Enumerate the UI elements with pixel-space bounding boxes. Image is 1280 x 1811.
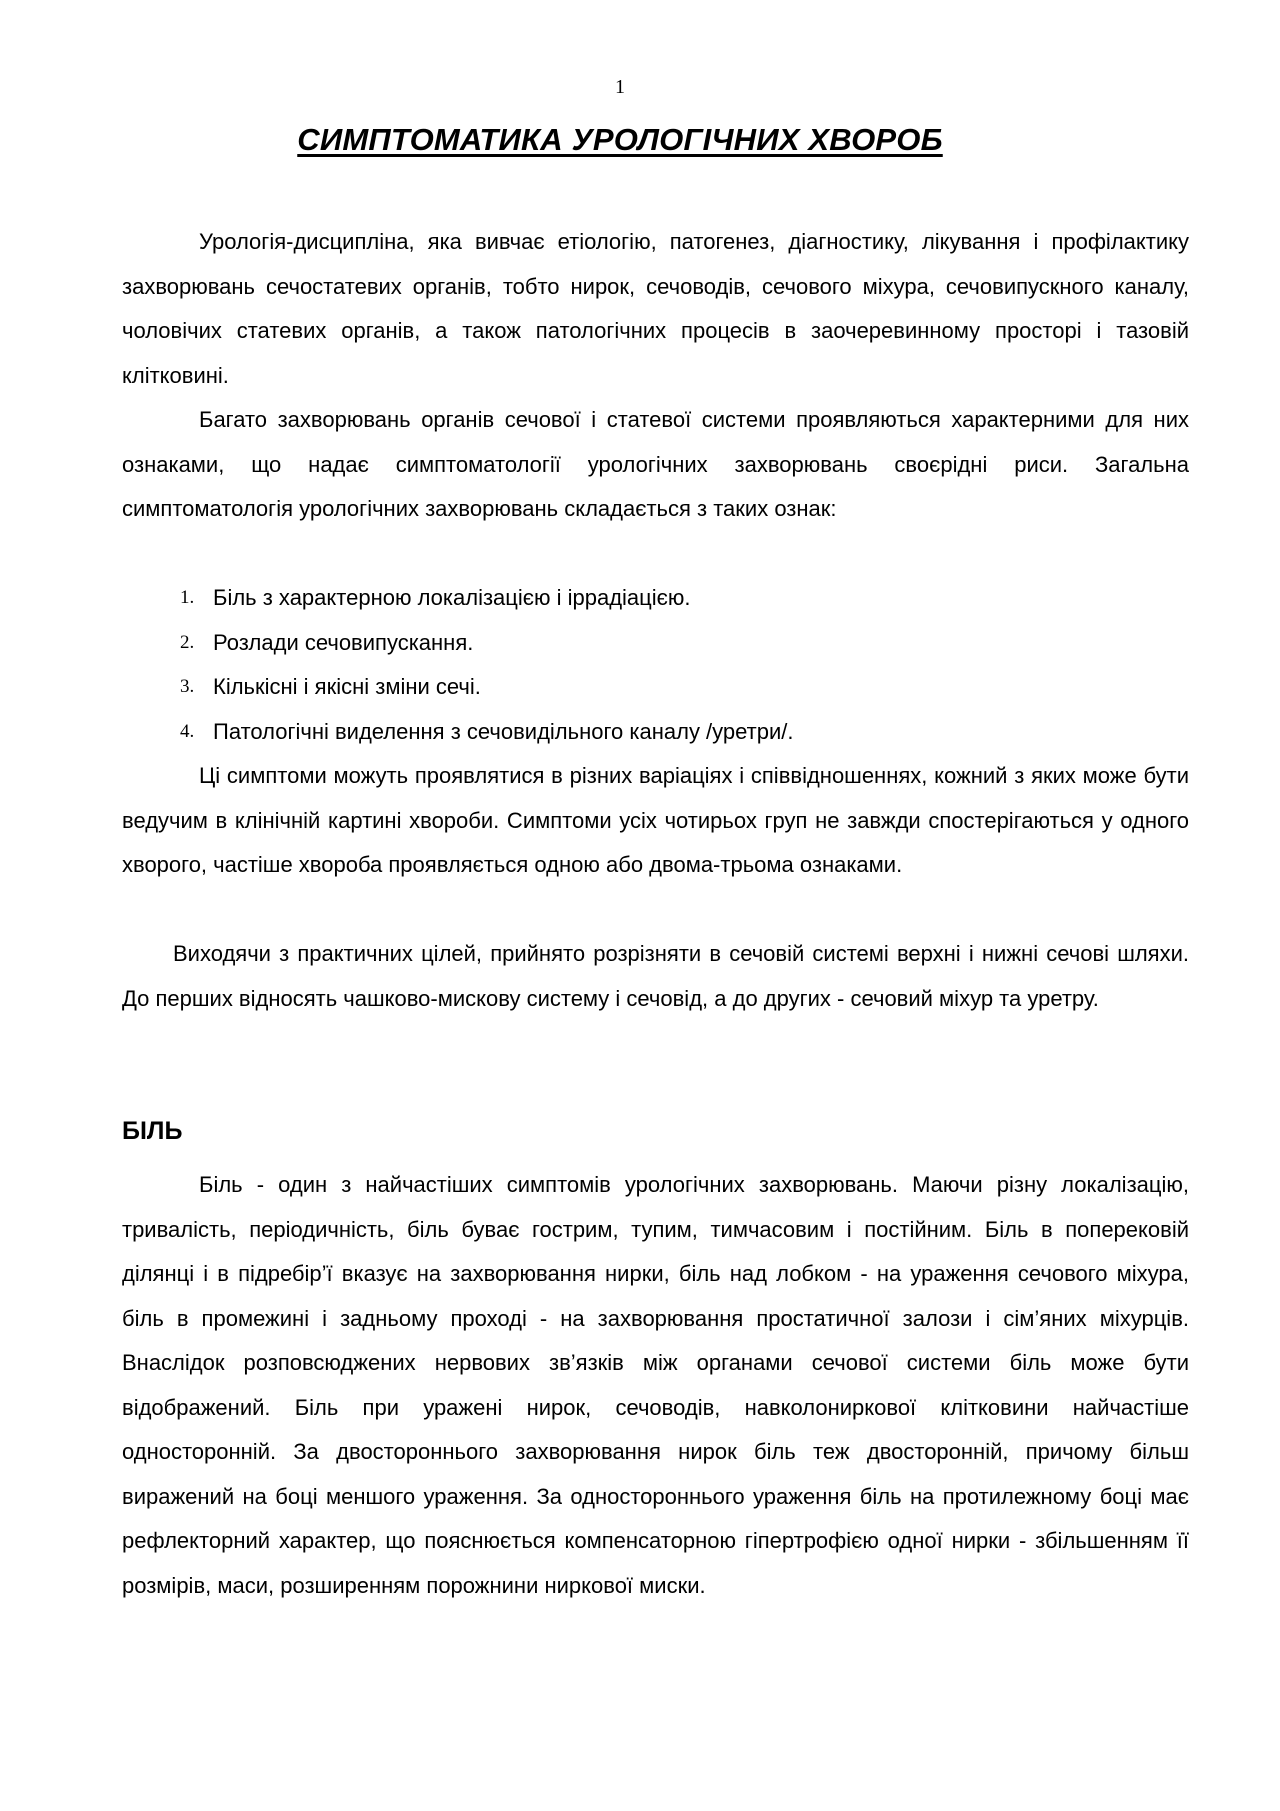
variations-paragraph-block: [122, 754, 1189, 888]
list-item-text: Біль з характерною локалізацією і іррадіацією.: [213, 585, 691, 610]
section-heading-pain: БІЛЬ: [122, 1117, 183, 1145]
pain-paragraph-block: [122, 1163, 1189, 1608]
variations-paragraph: Ці симптоми можуть проявлятися в різних варіаціях і співвідношеннях, кожний з яких може бути ведучим в клінічній картині хвороби. Симптоми усіх чотирьох груп не завжди спостерігаються у одного хворого, частіше хвороба проявляється одною або двома-трьома ознаками.: [122, 763, 1189, 877]
page-number: 1: [615, 76, 625, 98]
list-item: [180, 665, 1180, 710]
tracts-paragraph: Виходячи з практичних цілей, прийнято розрізняти в сечовій системі верхні і нижні сечові шляхи. До перших відносять чашково-мискову систему і сечовід, а до других - сечовий міхур та уретру.: [122, 941, 1189, 1011]
symptoms-list: [180, 576, 1180, 754]
tracts-paragraph-block: [122, 932, 1189, 1021]
list-item: [180, 710, 1180, 755]
list-item: [180, 576, 1180, 621]
list-item-number: 2.: [180, 631, 195, 653]
characteristic-paragraph: Багато захворювань органів сечової і статевої системи проявляються характерними для них ознаками, що надає симптоматології урологічних захворювань своєрідні риси. Загальна симптоматологія урологічних захворювань складається з таких ознак:: [122, 407, 1189, 521]
list-item: [180, 621, 1180, 666]
pain-paragraph: Біль - один з найчастіших симптомів урологічних захворювань. Маючи різну локалізацію, тривалість, періодичність, біль буває гострим, тупим, тимчасовим і постійним. Біль в поперековій ділянці і в підребір’ї вказує на захворювання нирки, біль над лобком - на ураження сечового міхура, біль в промежині і задньому проході - на захворювання простатичної залози і сім’яних міхурців. Внаслідок розповсюджених нервових зв’язків між органами сечової системи біль може бути відображений. Біль при уражені нирок, сечоводів, навколониркової клітковини найчастіше односторонній. За двостороннього захворювання нирок біль теж двосторонній, причому більш виражений на боці меншого ураження. За одностороннього ураження біль на протилежному боці має рефлекторний характер, що пояснюється компенсаторною гіпертрофією одної нирки - збільшенням її розмірів, маси, розширенням порожнини ниркової миски.: [122, 1172, 1189, 1598]
list-item-number: 4.: [180, 720, 195, 742]
list-item-text: Патологічні виделення з сечовидільного каналу /уретри/.: [213, 718, 794, 744]
list-item-number: 1.: [180, 587, 195, 608]
list-item-number: 3.: [180, 676, 195, 697]
list-item-text: Кількісні і якісні зміни сечі.: [213, 674, 481, 699]
list-item-text: Розлади сечовипускання.: [213, 629, 474, 655]
characteristic-paragraph-block: [122, 398, 1189, 532]
document-title: СИМПТОМАТИКА УРОЛОГІЧНИХ ХВОРОБ: [297, 122, 943, 157]
intro-paragraph: Урологія-дисципліна, яка вивчає етіологію, патогенез, діагностику, лікування і профілактику захворювань сечостатевих органів, тобто нирок, сечоводів, сечового міхура, сечовипускного каналу, чоловічих статевих органів, а також патологічних процесів в заочеревинному просторі і тазовій клітковині.: [122, 229, 1189, 388]
intro-paragraph-block: [122, 220, 1189, 398]
